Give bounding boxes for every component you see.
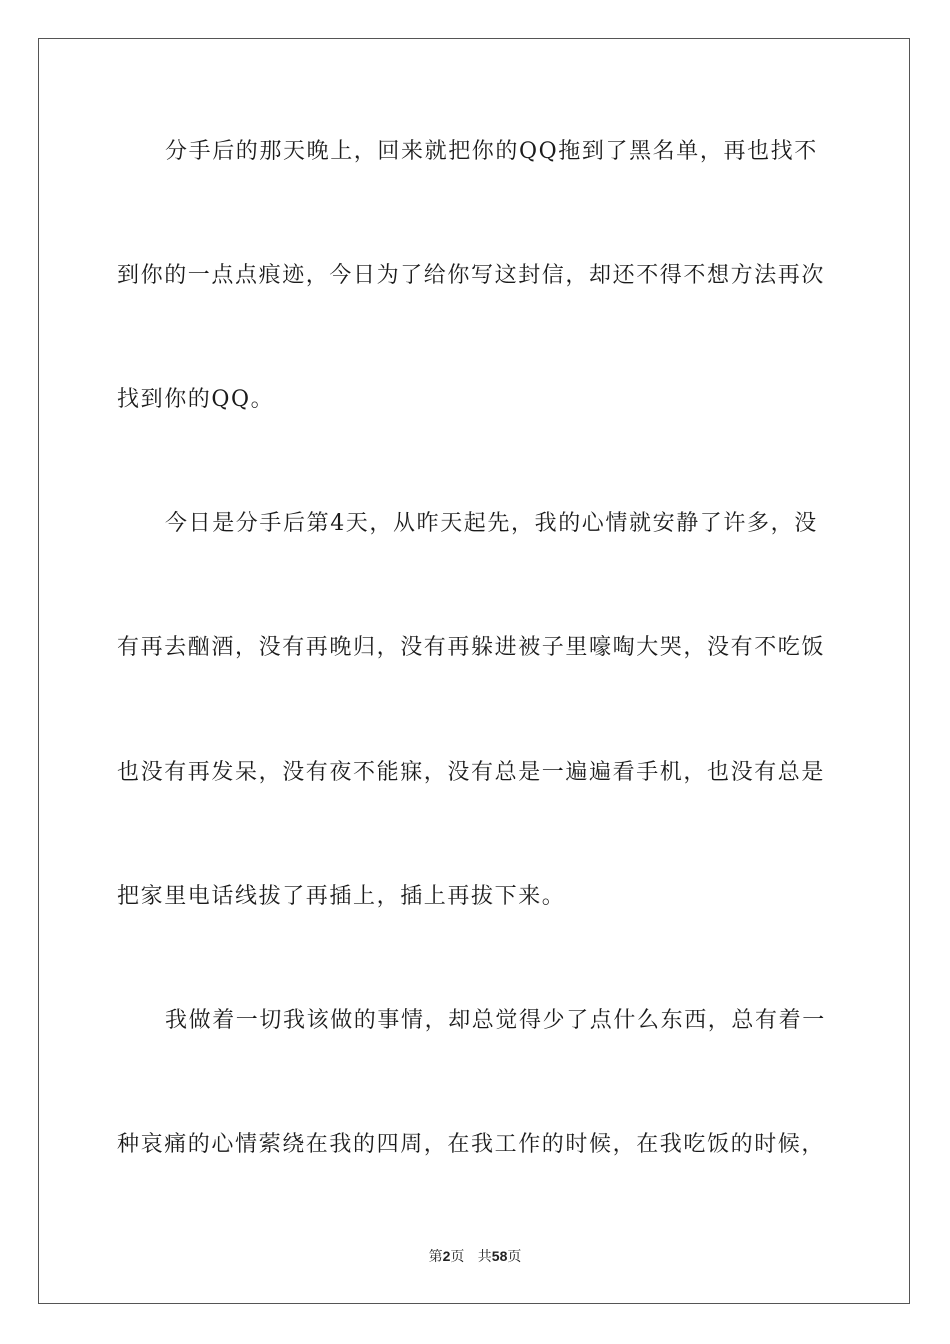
total-pages: 58 (491, 1248, 508, 1264)
total-suffix: 页 (507, 1249, 522, 1265)
page-footer (0, 1246, 950, 1267)
page-number: 2 (442, 1248, 451, 1264)
text-line-2: 到你的一点点痕迹，今日为了给你写这封信，却还不得不想方法再次 (117, 263, 826, 288)
text-line-5: 有再去酗酒，没有再晚归，没有再躲进被子里嚎啕大哭，没有不吃饭 (117, 635, 826, 660)
text-line-3: 找到你的QQ。 (117, 387, 275, 412)
text-line-8: 我做着一切我该做的事情，却总觉得少了点什么东西，总有着一 (165, 1008, 826, 1033)
page-prefix: 第 (428, 1249, 443, 1265)
page-suffix: 页 (450, 1249, 465, 1265)
text-line-9: 种哀痛的心情萦绕在我的四周，在我工作的时候，在我吃饭的时候， (117, 1132, 826, 1157)
text-line-6: 也没有再发呆，没有夜不能寐，没有总是一遍遍看手机，也没有总是 (117, 760, 826, 785)
page-border (38, 38, 910, 1304)
text-line-7: 把家里电话线拔了再插上，插上再拔下来。 (117, 884, 566, 909)
text-line-4: 今日是分手后第4天，从昨天起先，我的心情就安静了许多，没 (165, 511, 818, 536)
text-line-1: 分手后的那天晚上，回来就把你的QQ拖到了黑名单，再也找不 (165, 139, 818, 164)
total-prefix: 共 (477, 1249, 492, 1265)
